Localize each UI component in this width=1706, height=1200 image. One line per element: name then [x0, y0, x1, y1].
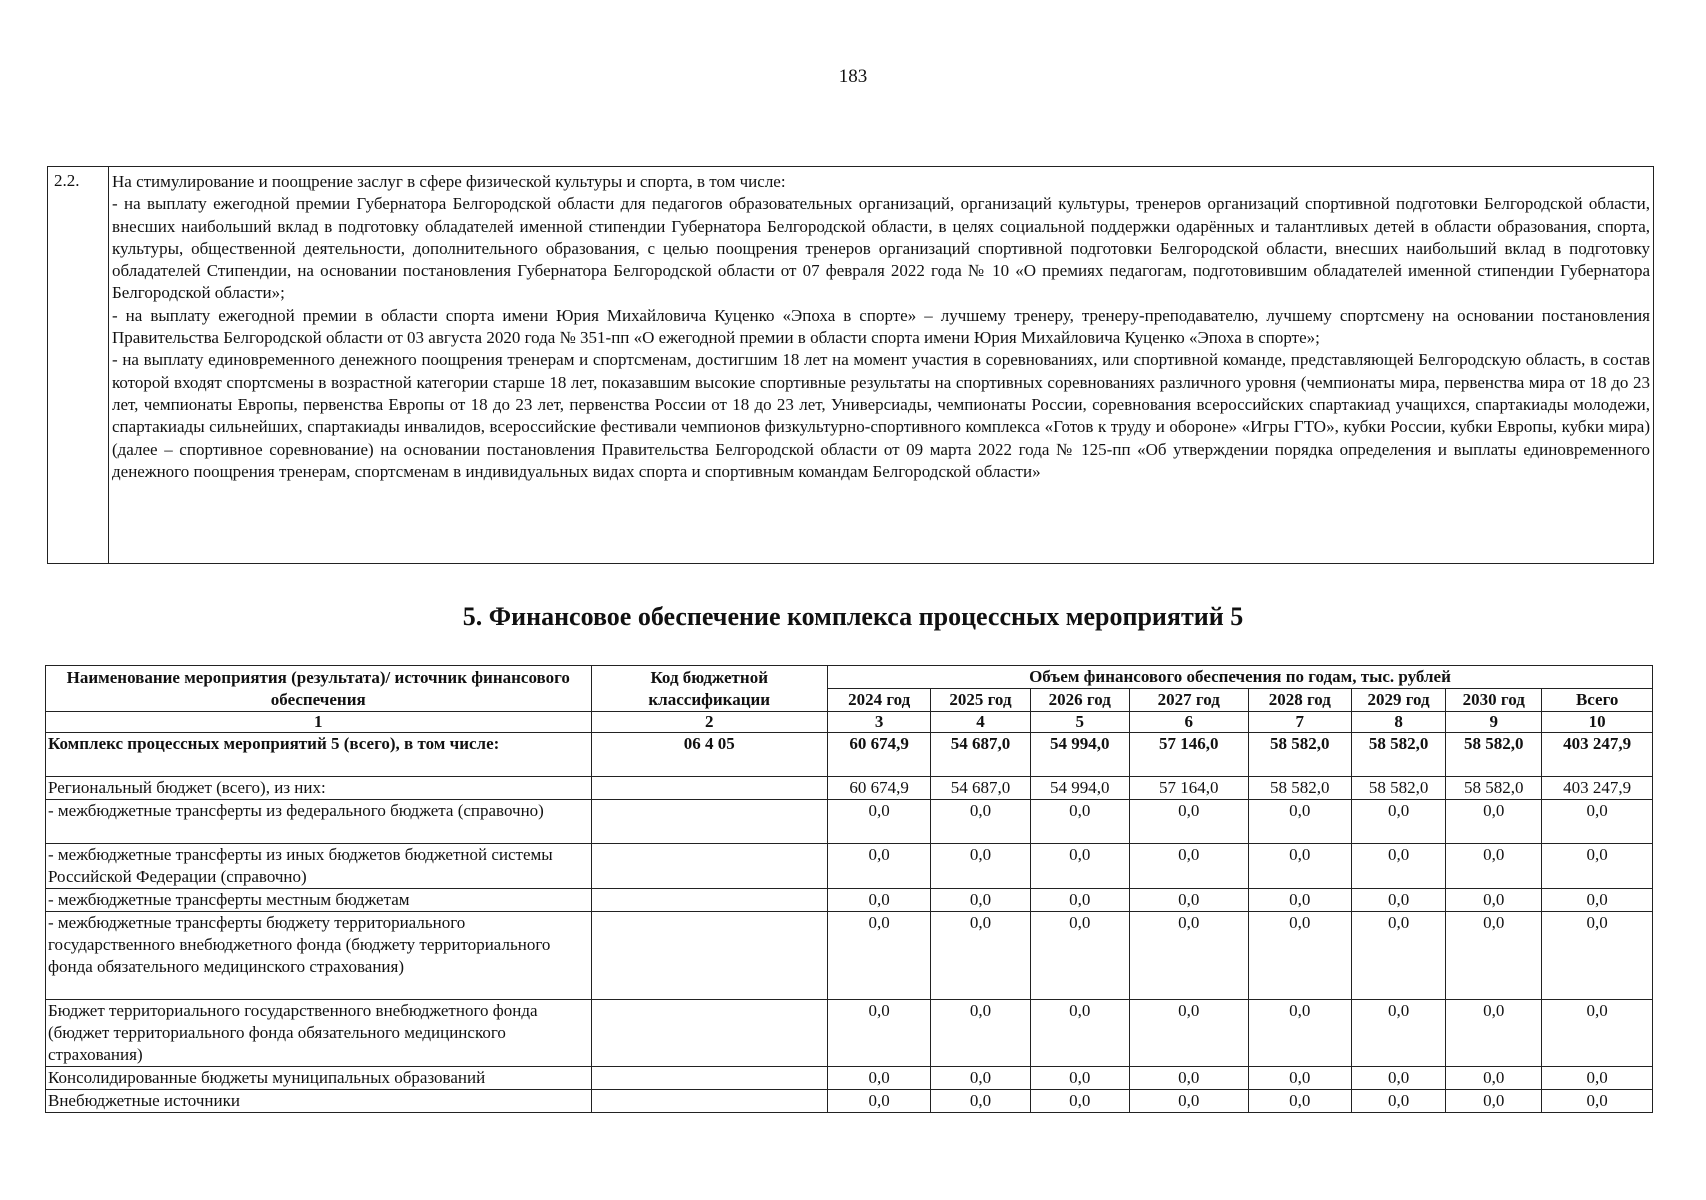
column-number: 4: [931, 712, 1030, 733]
row-year-value: 0,0: [1351, 844, 1445, 889]
activity-description-table: [47, 166, 1654, 564]
row-year-value: 0,0: [931, 844, 1030, 889]
header-row: [46, 666, 1653, 689]
row-budget-code: [591, 844, 827, 889]
header-year: 2029 год: [1351, 689, 1445, 712]
row-year-value: 0,0: [931, 1000, 1030, 1067]
row-year-value: 0,0: [1351, 1000, 1445, 1067]
row-label: - межбюджетные трансферты из федерального бюджета (справочно): [46, 800, 592, 844]
row-year-value: 54 687,0: [931, 777, 1030, 800]
header-volume: Объем финансового обеспечения по годам, тыс. рублей: [827, 666, 1652, 689]
header-total: Всего: [1542, 689, 1653, 712]
row-label: Внебюджетные источники: [46, 1090, 592, 1113]
row-year-value: 0,0: [1129, 844, 1248, 889]
row-label: - межбюджетные трансферты местным бюджетам: [46, 889, 592, 912]
row-total-value: 0,0: [1542, 800, 1653, 844]
row-year-value: 0,0: [1248, 1090, 1351, 1113]
row-year-value: 0,0: [1446, 1090, 1542, 1113]
row-label: - межбюджетные трансферты бюджету территориального государственного внебюджетного фонда (бюджету территориального фонда обязательного медицинского страхования): [46, 912, 592, 1000]
column-numbers-row: [46, 712, 1653, 733]
row-budget-code: [591, 1067, 827, 1090]
paragraph: - на выплату единовременного денежного поощрения тренерам и спортсменам, достигшим 18 лет на момент участия в соревнованиях, или спортивной команде, представляющей Белгородскую область, в состав которой входят спортсмены в возрастной категории старше 18 лет, показавшим высокие спортивные результаты на спортивных соревнованиях различного уровня (чемпионаты мира, первенства мира от 18 до 23 лет, чемпионаты Европы, первенства Европы от 18 до 23 лет, первенства России от 18 до 23 лет, Универсиады, чемпионаты России, соревнования всероссийских спартакиад учащихся, спартакиады молодежи, спартакиады сильнейших, спартакиады инвалидов, всероссийские фестивали чемпионов физкультурно-спортивного комплекса «Готов к труду и обороне» «Игры ГТО», кубки России, кубки Европы, кубки мира) (далее – спортивное соревнование) на основании постановления Правительства Белгородской области от 09 марта 2022 года № 125-пп «Об утверждении порядка определения и выплаты единовременного денежного поощрения тренерам, спортсменам в индивидуальных видах спорта и спортивным командам Белгородской области»: [112, 350, 1650, 481]
row-budget-code: [591, 777, 827, 800]
column-number: 8: [1351, 712, 1445, 733]
table-row: [46, 1000, 1653, 1067]
row-year-value: 57 164,0: [1129, 777, 1248, 800]
row-budget-code: [591, 1090, 827, 1113]
header-year: 2026 год: [1030, 689, 1129, 712]
row-year-value: 0,0: [1446, 889, 1542, 912]
row-number: 2.2.: [48, 167, 109, 564]
table-row: [46, 1090, 1653, 1113]
row-year-value: 0,0: [1030, 844, 1129, 889]
header-code: Код бюджетной классификации: [591, 666, 827, 712]
row-year-value: 0,0: [1030, 912, 1129, 1000]
row-year-value: 0,0: [1030, 1067, 1129, 1090]
row-year-value: 0,0: [1030, 1000, 1129, 1067]
header-year: 2030 год: [1446, 689, 1542, 712]
column-number: 1: [46, 712, 592, 733]
row-total-value: 0,0: [1542, 844, 1653, 889]
column-number: 6: [1129, 712, 1248, 733]
row-year-value: 0,0: [1129, 912, 1248, 1000]
row-year-value: 0,0: [1248, 800, 1351, 844]
row-total-value: 403 247,9: [1542, 777, 1653, 800]
row-year-value: 0,0: [1446, 800, 1542, 844]
paragraph: - на выплату ежегодной премии Губернатора Белгородской области для педагогов образовательных организаций, организаций культуры, тренеров организаций спортивной подготовки Белгородской области, внесших наибольший вклад в подготовку обладателей именной стипендии Губернатора Белгородской области, в целях социальной поддержки одарённых и талантливых детей в области образования, спорта, культуры, общественной деятельности, дополнительного образования, с целью поощрения тренеров организаций спортивной подготовки Белгородской области, внесших наибольший вклад в подготовку обладателей Стипендии, на основании постановления Губернатора Белгородской области от 07 февраля 2022 года № 10 «О премиях педагогам, подготовившим обладателей именной стипендии Губернатора Белгородской области»;: [112, 194, 1650, 303]
row-year-value: 0,0: [827, 889, 930, 912]
row-year-value: 58 582,0: [1446, 733, 1542, 777]
row-year-value: 0,0: [1248, 889, 1351, 912]
row-total-value: 403 247,9: [1542, 733, 1653, 777]
table-row: [46, 844, 1653, 889]
header-year: 2025 год: [931, 689, 1030, 712]
header-name: Наименование мероприятия (результата)/ источник финансового обеспечения: [46, 666, 592, 712]
row-year-value: 0,0: [827, 1067, 930, 1090]
table-row: [46, 889, 1653, 912]
header-year: 2028 год: [1248, 689, 1351, 712]
row-label: Комплекс процессных мероприятий 5 (всего), в том числе:: [46, 733, 592, 777]
row-label: - межбюджетные трансферты из иных бюджетов бюджетной системы Российской Федерации (справочно): [46, 844, 592, 889]
row-year-value: 58 582,0: [1248, 777, 1351, 800]
row-year-value: 0,0: [931, 1090, 1030, 1113]
row-label: Консолидированные бюджеты муниципальных образований: [46, 1067, 592, 1090]
table-row: [46, 733, 1653, 777]
row-year-value: 0,0: [1351, 912, 1445, 1000]
page-number: 183: [838, 66, 868, 87]
row-year-value: 0,0: [1248, 1067, 1351, 1090]
row-year-value: 0,0: [1446, 1000, 1542, 1067]
financing-table: [45, 665, 1653, 1113]
row-total-value: 0,0: [1542, 1067, 1653, 1090]
column-number: 7: [1248, 712, 1351, 733]
row-year-value: 0,0: [1129, 889, 1248, 912]
row-budget-code: [591, 889, 827, 912]
row-year-value: 0,0: [931, 889, 1030, 912]
row-label: Бюджет территориального государственного внебюджетного фонда (бюджет территориального фонда обязательного медицинского страхования): [46, 1000, 592, 1067]
row-year-value: 57 146,0: [1129, 733, 1248, 777]
table-row: [46, 777, 1653, 800]
header-year: 2024 год: [827, 689, 930, 712]
column-number: 2: [591, 712, 827, 733]
row-label: Региональный бюджет (всего), из них:: [46, 777, 592, 800]
financing-table-body: [46, 733, 1653, 1113]
row-year-value: 0,0: [1351, 889, 1445, 912]
paragraph: - на выплату ежегодной премии в области спорта имени Юрия Михайловича Куценко «Эпоха в спорте» – лучшему тренеру, тренеру-преподавателю, лучшему спортсмену на основании постановления Правительства Белгородской области от 03 августа 2020 года № 351-пп «О ежегодной премии в области спорта имени Юрия Михайловича Куценко «Эпоха в спорте»;: [112, 305, 1650, 348]
row-year-value: 0,0: [1446, 1067, 1542, 1090]
row-year-value: 0,0: [931, 1067, 1030, 1090]
table-row: [46, 1067, 1653, 1090]
row-year-value: 54 994,0: [1030, 733, 1129, 777]
table-row: [46, 800, 1653, 844]
row-year-value: 60 674,9: [827, 777, 930, 800]
row-total-value: 0,0: [1542, 1000, 1653, 1067]
row-year-value: 0,0: [827, 1090, 930, 1113]
row-year-value: 0,0: [1030, 800, 1129, 844]
column-number: 10: [1542, 712, 1653, 733]
section-title: 5. Финансовое обеспечение комплекса процессных мероприятий 5: [462, 602, 1244, 631]
row-year-value: 0,0: [1030, 889, 1129, 912]
row-budget-code: 06 4 05: [591, 733, 827, 777]
row-year-value: 0,0: [1129, 800, 1248, 844]
row-year-value: 54 994,0: [1030, 777, 1129, 800]
row-year-value: 0,0: [1129, 1090, 1248, 1113]
row-year-value: 0,0: [827, 912, 930, 1000]
row-year-value: 58 582,0: [1446, 777, 1542, 800]
row-year-value: 0,0: [827, 1000, 930, 1067]
table-row: [48, 167, 1654, 564]
row-year-value: 0,0: [827, 844, 930, 889]
row-year-value: 60 674,9: [827, 733, 930, 777]
row-year-value: 54 687,0: [931, 733, 1030, 777]
row-year-value: 0,0: [827, 800, 930, 844]
row-year-value: 58 582,0: [1351, 777, 1445, 800]
row-budget-code: [591, 800, 827, 844]
row-year-value: 0,0: [1351, 800, 1445, 844]
row-budget-code: [591, 912, 827, 1000]
row-year-value: 58 582,0: [1248, 733, 1351, 777]
column-number: 5: [1030, 712, 1129, 733]
header-year: 2027 год: [1129, 689, 1248, 712]
row-year-value: 0,0: [931, 800, 1030, 844]
row-year-value: 0,0: [1248, 912, 1351, 1000]
row-year-value: 0,0: [1351, 1090, 1445, 1113]
row-year-value: 0,0: [1446, 912, 1542, 1000]
row-year-value: 0,0: [1248, 1000, 1351, 1067]
row-year-value: 0,0: [1351, 1067, 1445, 1090]
row-year-value: 0,0: [1129, 1067, 1248, 1090]
column-number: 3: [827, 712, 930, 733]
column-number: 9: [1446, 712, 1542, 733]
row-year-value: 0,0: [931, 912, 1030, 1000]
row-year-value: 0,0: [1248, 844, 1351, 889]
row-budget-code: [591, 1000, 827, 1067]
row-year-value: 58 582,0: [1351, 733, 1445, 777]
activity-description: [109, 167, 1654, 564]
paragraph: На стимулирование и поощрение заслуг в сфере физической культуры и спорта, в том числе:: [112, 172, 786, 191]
row-year-value: 0,0: [1446, 844, 1542, 889]
row-total-value: 0,0: [1542, 889, 1653, 912]
row-total-value: 0,0: [1542, 912, 1653, 1000]
row-total-value: 0,0: [1542, 1090, 1653, 1113]
row-year-value: 0,0: [1129, 1000, 1248, 1067]
row-year-value: 0,0: [1030, 1090, 1129, 1113]
table-row: [46, 912, 1653, 1000]
